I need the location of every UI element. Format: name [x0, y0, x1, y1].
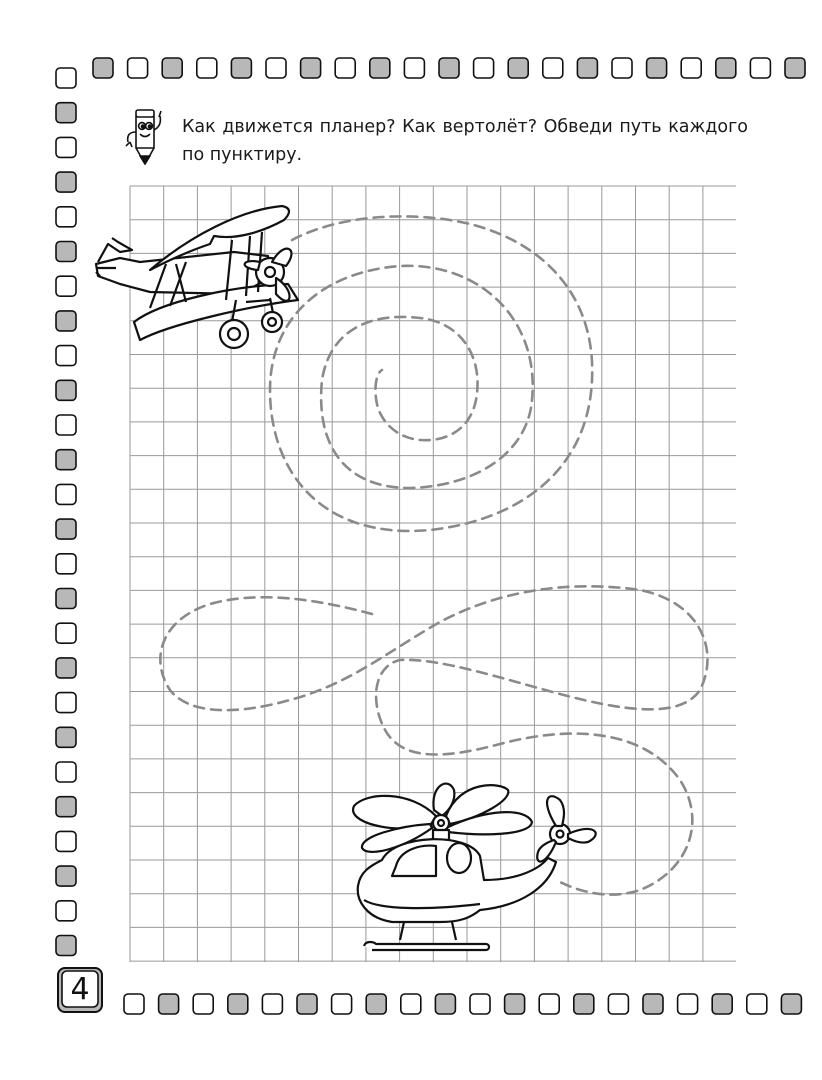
instruction-text: Как движется планер? Как вертолёт? Обведи путь каждого по пунктиру. [182, 117, 748, 165]
helicopter-icon [353, 784, 596, 950]
plane-trace-path[interactable] [270, 216, 592, 531]
page-number: 4 [70, 972, 90, 1007]
